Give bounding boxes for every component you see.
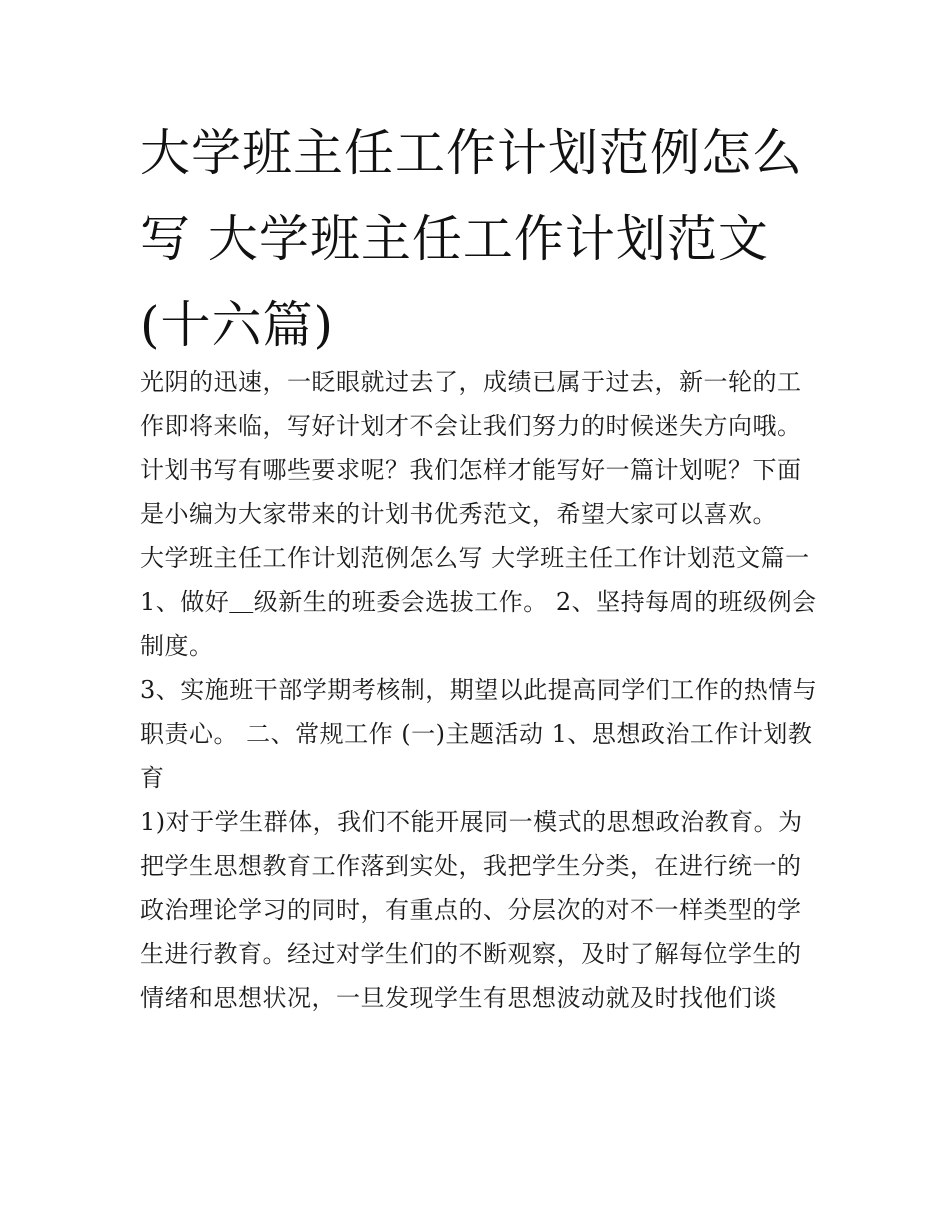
document-body (140, 360, 820, 1020)
paragraph-political-education: 1)对于学生群体，我们不能开展同一模式的思想政治教育。为把学生思想教育工作落到实处，我把学生分类，在进行统一的政治理论学习的同时，有重点的、分层次的对不一样类型的学生进行教育。经过对学生们的不断观察，及时了解每位学生的情绪和思想状况，一旦发现学生有思想波动就及时找他们谈 (140, 808, 803, 1012)
paragraph-intro: 光阴的迅速，一眨眼就过去了，成绩已属于过去，新一轮的工作即将来临，写好计划才不会让我们努力的时候迷失方向哦。计划书写有哪些要求呢？我们怎样才能写好一篇计划呢？下面是小编为大家带来的计划书优秀范文，希望大家可以喜欢。 (140, 368, 802, 528)
document-title: 大学班主任工作计划范例怎么写 大学班主任工作计划范文(十六篇) (140, 124, 803, 354)
paragraph-part-one: 大学班主任工作计划范例怎么写 大学班主任工作计划范文篇一 1、做好＿级新生的班委会选拔工作。 2、坚持每周的班级例会制度。 (140, 544, 817, 660)
paragraph-routine-work: 3、实施班干部学期考核制，期望以此提高同学们工作的热情与职责心。 二、常规工作 (一)主题活动 1、思想政治工作计划教育 (140, 676, 818, 792)
